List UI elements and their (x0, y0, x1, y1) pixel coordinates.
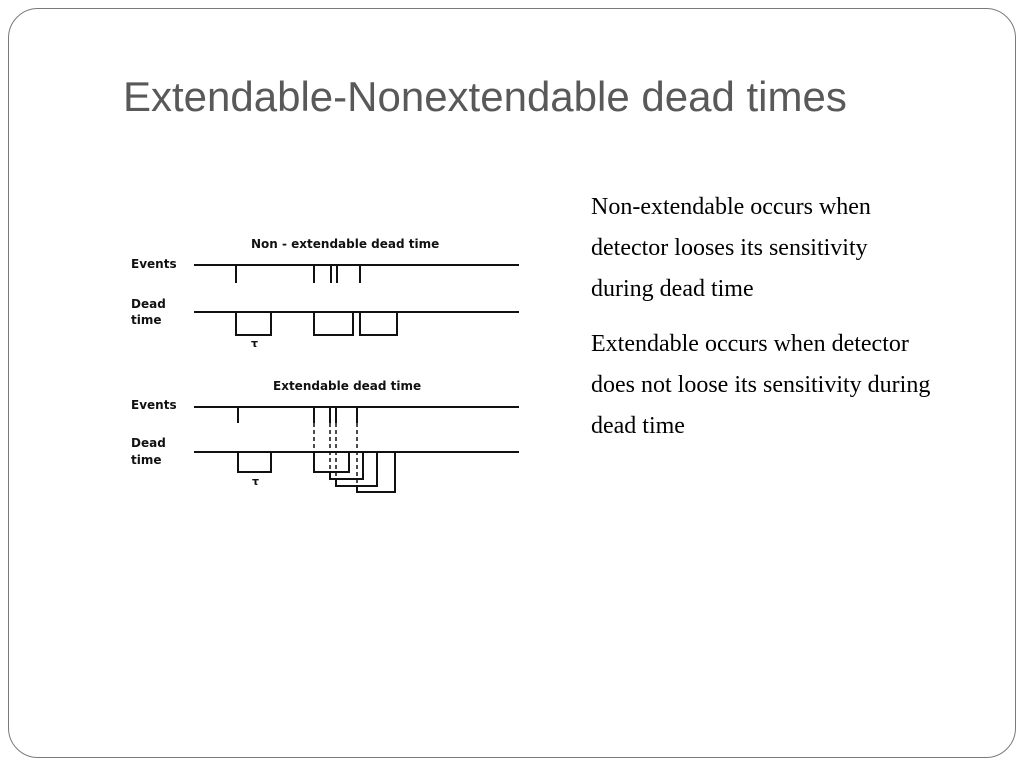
bottom-event-projections (314, 423, 357, 486)
top-dead-label-2: time (131, 313, 162, 327)
slide-frame (8, 8, 1016, 758)
top-event-ticks (236, 266, 360, 283)
extendable-paragraph: Extendable occurs when detector does not loose its sensitivity during dead time (591, 331, 931, 439)
top-dead-label-1: Dead (131, 297, 166, 311)
bottom-dead-label-1: Dead (131, 436, 166, 450)
non-extendable-paragraph: Non-extendable occurs when detector looses its sensitivity during dead time (591, 194, 871, 302)
dead-time-diagram (119, 199, 539, 509)
bottom-dead-label-2: time (131, 453, 162, 467)
slide-title: Extendable-Nonextendable dead times (123, 73, 847, 120)
bottom-events-label: Events (131, 398, 177, 412)
bottom-dead-pulses (238, 452, 395, 492)
top-events-label: Events (131, 257, 177, 271)
top-dead-pulses (236, 312, 397, 335)
bottom-panel-heading: Extendable dead time (273, 379, 422, 393)
top-tau-label: τ (251, 337, 259, 350)
top-panel-heading: Non - extendable dead time (251, 237, 440, 251)
bottom-tau-label: τ (252, 475, 260, 488)
bottom-event-ticks (238, 408, 357, 423)
explanation-text (591, 187, 951, 461)
